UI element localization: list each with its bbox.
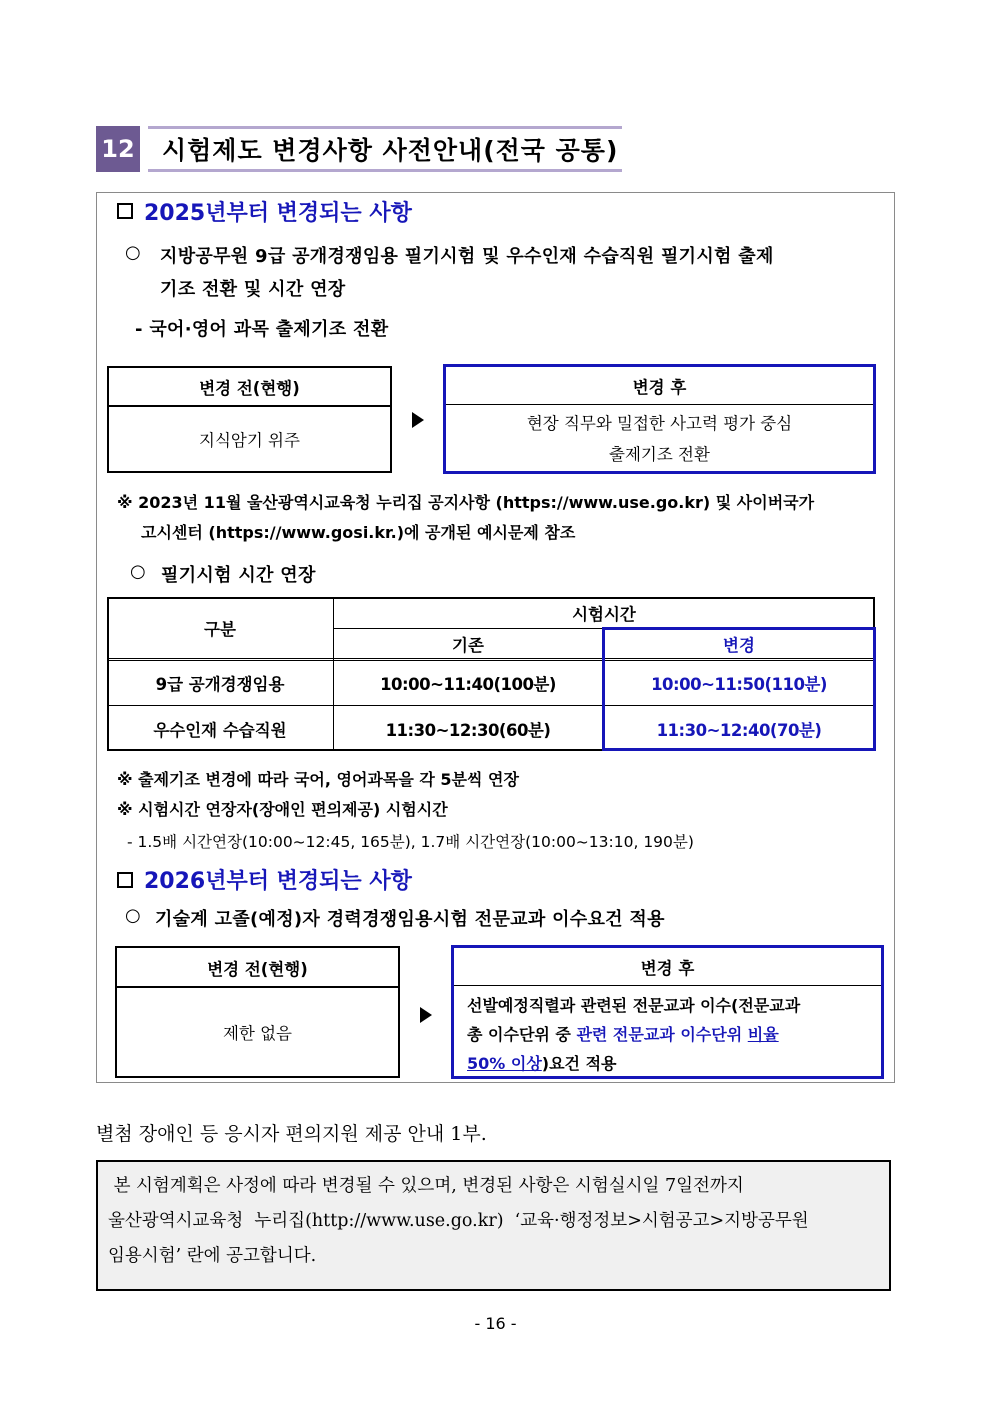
circle-bullet-icon: ○: [125, 905, 142, 926]
table2-row2-category: 우수인재 수습직원: [153, 720, 287, 740]
heading-2026: 2026년부터 변경되는 사항: [144, 869, 412, 894]
table3-after-line2-highlight: 관련 전문교과 이수단위: [576, 1025, 748, 1044]
circle-bullet-icon: ○: [125, 242, 142, 263]
table2-row1-category: 9급 공개경쟁임용: [155, 675, 285, 694]
bullet1-line1: 지방공무원 9급 공개경쟁임용 필기시험 및 우수인재 수습직원 필기시험 출제: [160, 246, 774, 267]
table3-before-value: 제한 없음: [115, 986, 400, 1078]
checkbox-icon: [117, 872, 133, 888]
table3-after-line3: [467, 1051, 617, 1074]
table3-before-header: 변경 전(현행): [115, 946, 400, 988]
table1-before-value: 지식암기 위주: [107, 405, 392, 473]
sub-item: - 국어·영어 과목 출제기조 전환: [135, 319, 389, 340]
page-number: - 16 -: [474, 1314, 517, 1333]
note3: ※ 시험시간 연장자(장애인 편의제공) 시험시간: [117, 800, 448, 819]
table3-after-line3-text: )요건 적용: [541, 1054, 617, 1073]
arrow-right-icon: [412, 412, 424, 428]
note2: ※ 출제기조 변경에 따라 국어, 영어과목을 각 5분씩 연장: [117, 770, 519, 789]
table1-before-header: 변경 전(현행): [107, 366, 392, 407]
section-title: 시험제도 변경사항 사전안내(전국 공통): [162, 136, 619, 165]
section-title-bar: [148, 126, 622, 172]
checkbox-icon: [117, 203, 133, 219]
notice-line3: 임용시험’ 란에 공고합니다.: [108, 1246, 317, 1266]
table2-col-changed: 변경: [723, 635, 755, 655]
table3-after-line2-ratio: 비율: [747, 1025, 779, 1044]
note1-line1: ※ 2023년 11월 울산광역시교육청 누리집 공지사항 (https://www.use.go.kr) 및 사이버국가: [117, 493, 815, 512]
table2-col-existing: 기존: [452, 635, 484, 655]
table3-after-line2-text: 총 이수단위 중: [467, 1025, 577, 1044]
table1-after-value-line1: 현장 직무와 밀접한 사고력 평가 중심: [526, 414, 793, 433]
bullet1-line2: 기조 전환 및 시간 연장: [160, 279, 346, 300]
heading-2025: 2025년부터 변경되는 사항: [144, 201, 412, 226]
table2-col-category: 구분: [204, 620, 236, 639]
circle-bullet-icon: ○: [130, 561, 147, 582]
table3-after-line3-highlight: 50% 이상: [467, 1054, 542, 1073]
table3-after-line1: 선발예정직렬과 관련된 전문교과 이수(전문교과: [467, 996, 801, 1015]
table2-row1-changed: 10:00~11:50(110분): [651, 675, 827, 694]
table2-row1-existing: 10:00~11:40(100분): [380, 675, 556, 694]
note1-line2: 고시센터 (https://www.gosi.kr.)에 공개된 예시문제 참조: [141, 523, 576, 542]
table2-row2-existing: 11:30~12:30(60분): [385, 720, 551, 740]
table3-after-line2: [467, 1022, 779, 1045]
notice-line1: 본 시험계획은 사정에 따라 변경될 수 있으며, 변경된 사항은 시험실시일 7일전까지: [108, 1176, 744, 1196]
section-number: 12: [96, 126, 140, 172]
table2-col-time: 시험시간: [572, 604, 636, 624]
note3-detail: - 1.5배 시간연장(10:00~12:45, 165분), 1.7배 시간연장(10:00~13:10, 190분): [127, 833, 694, 851]
notice-box: [96, 1160, 891, 1291]
table1-after-value-line2: 출제기조 전환: [609, 445, 710, 464]
table1-after-header: 변경 후: [446, 367, 873, 405]
arrow-right-icon: [420, 1007, 432, 1023]
bullet-2026: 기술계 고졸(예정)자 경력경쟁임용시험 전문교과 이수요건 적용: [155, 909, 665, 930]
table3-after-header: 변경 후: [454, 948, 881, 986]
table2-row2-changed: 11:30~12:40(70분): [656, 720, 822, 740]
notice-line2: 울산광역시교육청 누리집(http://www.use.go.kr) ‘교육·행정정보>시험공고>지방공무원: [108, 1211, 809, 1231]
attachment-line: 별첨 장애인 등 응시자 편의지원 제공 안내 1부.: [96, 1123, 487, 1145]
bullet2: 필기시험 시간 연장: [161, 565, 316, 586]
